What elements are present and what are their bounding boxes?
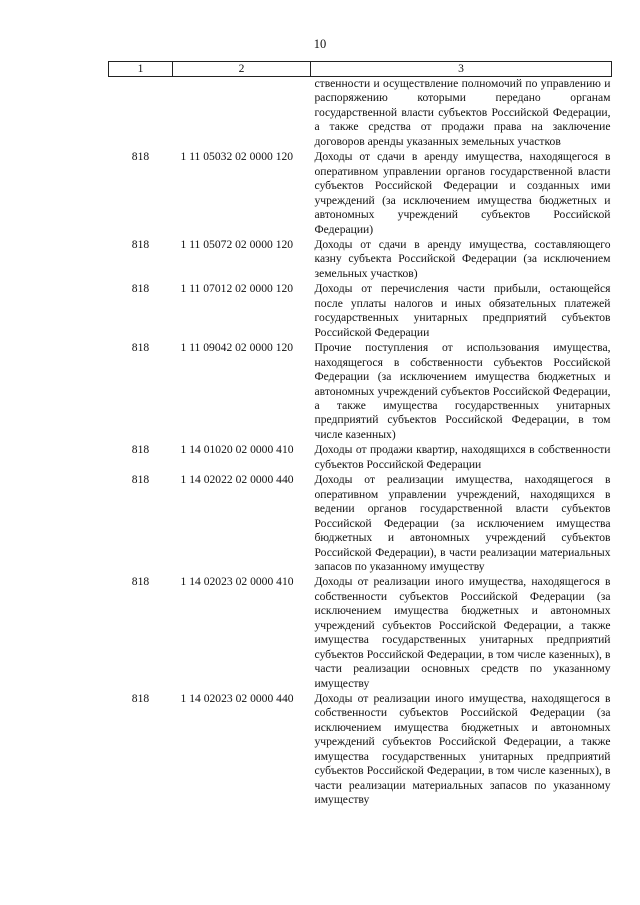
description-cell: Доходы от реализации иного имущества, находящегося в собственности субъектов Российской Федерации (за исключением имущества бюджетных и автономных учреждений субъектов Российской Федерации, а также имущества государственных унитарных предприятий субъектов Российской Федерации, в том числе казенных), в части реализации материальных запасов по указанному имуществу (314, 692, 611, 807)
table-header-row (109, 62, 612, 77)
admin-code-cell (109, 77, 173, 151)
admin-code-cell: 818 (131, 473, 150, 487)
table-row (109, 575, 612, 692)
kbk-code-cell: 1 14 02023 02 0000 410 (180, 575, 294, 589)
description-cell: Прочие поступления от использования имущества, находящегося в собственности субъектов Российской Федерации (за исключением имущества бюджетных и автономных учреждений субъектов Российской Федерации, а также имущества государственных унитарных предприятий субъектов Российской Федерации, в том числе казенных) (314, 341, 611, 441)
kbk-code-cell: 1 14 02023 02 0000 440 (180, 692, 294, 706)
description-cell: ственности и осуществление полномочий по управлению и распоряжению которыми передано органам государственной власти субъектов Российской Федерации, а также средства от продажи права на заключение договоров аренды указанных земельных участков (314, 77, 611, 148)
kbk-code-cell: 1 14 01020 02 0000 410 (180, 443, 294, 457)
page-number: 10 (313, 37, 327, 51)
table-row (109, 341, 612, 443)
kbk-code-cell: 1 11 05032 02 0000 120 (180, 150, 294, 164)
description-cell: Доходы от реализации имущества, находящегося в оперативном управлении учреждений, находящихся в ведении органов государственной власти субъектов Российской Федерации (за исключением имущества бюджетных и автономных учреждений субъектов Российской Федерации), в части реализации материальных запасов по указанному имуществу (314, 473, 611, 573)
kbk-code-cell (173, 77, 311, 151)
admin-code-cell: 818 (131, 443, 150, 457)
description-cell: Доходы от продажи квартир, находящихся в собственности субъектов Российской Федерации (314, 443, 611, 471)
column-header-1: 1 (109, 62, 173, 77)
table-row (109, 692, 612, 809)
description-cell: Доходы от реализации иного имущества, находящегося в собственности субъектов Российской Федерации (за исключением имущества бюджетных и автономных учреждений субъектов Российской Федерации, а также имущества государственных унитарных предприятий субъектов Российской Федерации, в том числе казенных), в части реализации основных средств по указанному имуществу (314, 575, 611, 690)
kbk-code-cell: 1 11 05072 02 0000 120 (180, 237, 294, 251)
table-row (109, 77, 612, 151)
admin-code-cell: 818 (131, 282, 150, 296)
description-cell: Доходы от сдачи в аренду имущества, составляющего казну субъекта Российской Федерации (за исключением земельных участков) (314, 237, 611, 280)
admin-code-cell: 818 (131, 575, 150, 589)
admin-code-cell: 818 (131, 150, 150, 164)
admin-code-cell: 818 (131, 692, 150, 706)
description-cell: Доходы от перечисления части прибыли, остающейся после уплаты налогов и иных обязательных платежей государственных унитарных предприятий субъектов Российской Федерации (314, 282, 611, 339)
revenue-codes-table (108, 61, 612, 809)
table-row (109, 473, 612, 575)
column-header-2: 2 (173, 62, 311, 77)
table-row (109, 150, 612, 238)
table-row (109, 238, 612, 282)
kbk-code-cell: 1 14 02022 02 0000 440 (180, 473, 294, 487)
column-header-3: 3 (311, 62, 612, 77)
admin-code-cell: 818 (131, 237, 150, 251)
admin-code-cell: 818 (131, 341, 150, 355)
table-row (109, 443, 612, 473)
kbk-code-cell: 1 11 09042 02 0000 120 (180, 341, 294, 355)
description-cell: Доходы от сдачи в аренду имущества, находящегося в оперативном управлении органов государственной власти субъектов Российской Федерации и созданных ими учреждений (за исключением имущества бюджетных и автономных учреждений субъектов Российской Федерации) (314, 150, 611, 236)
table-row (109, 282, 612, 341)
kbk-code-cell: 1 11 07012 02 0000 120 (180, 282, 294, 296)
